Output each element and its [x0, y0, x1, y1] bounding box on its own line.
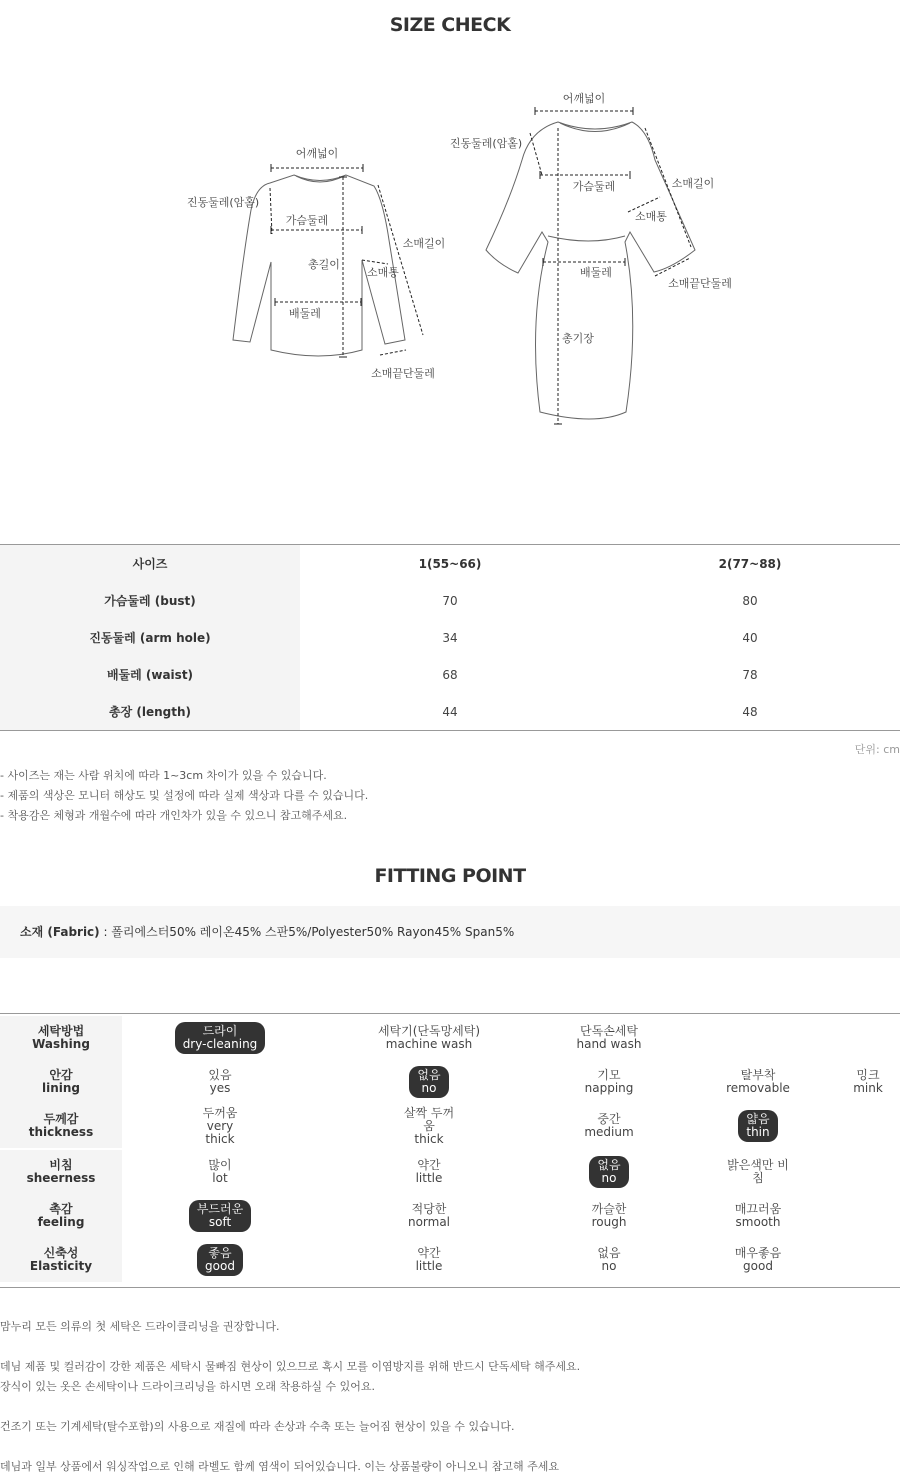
- fitting-row: [0, 1060, 900, 1104]
- option-line: medium: [584, 1125, 634, 1139]
- fitting-option: [549, 1194, 669, 1238]
- option-line: 살짝 두꺼: [403, 1105, 455, 1120]
- row-value: 40: [742, 630, 758, 645]
- option-line: 세탁기(단독망세탁): [377, 1024, 481, 1038]
- fitting-label-ko: 촉감: [49, 1202, 73, 1216]
- fitting-option-selected: [698, 1104, 818, 1148]
- option-text: [203, 1107, 238, 1146]
- fitting-point-title: FITTING POINT: [374, 865, 526, 887]
- row-label: 가슴둘레 (bust): [0, 582, 300, 619]
- size-diagram: [0, 80, 900, 440]
- fitting-row: [0, 1150, 900, 1194]
- dress-armhole-label: 진동둘레(암홀): [449, 137, 523, 150]
- option-line: 약간: [417, 1246, 441, 1260]
- fitting-option: [369, 1016, 489, 1060]
- row-label: 진동둘레 (arm hole): [0, 619, 300, 656]
- fitting-label-en: feeling: [37, 1215, 85, 1229]
- row-value: 48: [742, 704, 758, 719]
- care-note: 맘누리 모든 의류의 첫 세탁은 드라이클리닝을 권장합니다.: [0, 1320, 280, 1333]
- fitting-option: [549, 1238, 669, 1282]
- fitting-label-en: lining: [41, 1081, 80, 1095]
- dress-bust-label: 가슴둘레: [572, 180, 616, 193]
- fitting-row-label: [0, 1194, 122, 1238]
- care-note: 건조기 또는 기계세탁(탈수포함)의 사용으로 재질에 따라 손상과 수축 또는 늘어짐 현상이 있을 수 있습니다.: [0, 1420, 515, 1433]
- option-text: [416, 1159, 443, 1185]
- fitting-option: [808, 1060, 900, 1104]
- dress-sleeve-length-label: 소매길이: [671, 177, 715, 190]
- size-header-1: 1(55~66): [418, 556, 482, 571]
- fitting-option-selected: [160, 1016, 280, 1060]
- option-text: [576, 1025, 641, 1051]
- selected-pill: [589, 1156, 628, 1188]
- option-line: 중간: [597, 1112, 621, 1126]
- size-notes: [0, 766, 368, 826]
- note-line: - 제품의 색상은 모니터 해상도 및 설정에 따라 실제 색상과 다를 수 있습니다.: [0, 789, 369, 802]
- fitting-option: [698, 1238, 818, 1282]
- size-header-label: 사이즈: [0, 545, 300, 583]
- option-text: [853, 1069, 883, 1095]
- dress-total-label: 총기장: [562, 332, 594, 345]
- top-shoulder-label: 어깨넓이: [295, 147, 339, 160]
- fitting-option-selected: [369, 1060, 489, 1104]
- dress-cuff-label: 소매끝단둘레: [668, 277, 732, 290]
- option-line: no: [601, 1171, 617, 1185]
- option-line: rough: [591, 1215, 627, 1229]
- unit-note: 단위: cm: [854, 743, 900, 756]
- top-waist-label: 배둘레: [289, 307, 321, 320]
- dress-sleeve-width-label: 소매통: [635, 210, 667, 223]
- option-line: smooth: [735, 1215, 781, 1229]
- option-line: 있음: [208, 1068, 232, 1082]
- fitting-option: [698, 1194, 818, 1238]
- option-line: thick: [414, 1131, 444, 1146]
- fitting-label-ko: 세탁방법: [37, 1024, 85, 1038]
- option-line: napping: [584, 1081, 634, 1095]
- fitting-option: [369, 1194, 489, 1238]
- fitting-label-en: Elasticity: [29, 1259, 93, 1273]
- table-row: [0, 656, 900, 693]
- option-line: 움: [423, 1118, 435, 1133]
- option-line: 탈부착: [740, 1068, 776, 1082]
- fitting-option: [160, 1104, 280, 1148]
- size-header-2: 2(77~88): [718, 556, 782, 571]
- option-line: mink: [853, 1081, 883, 1095]
- option-text: [584, 1113, 633, 1139]
- top-sleeve-length-label: 소매길이: [402, 237, 446, 250]
- option-line: 두꺼움: [202, 1105, 238, 1120]
- fabric-value: : 폴리에스터50% 레이온45% 스판5%/Polyester50% Rayon45% Span5%: [99, 925, 515, 939]
- row-value: 78: [742, 667, 758, 682]
- fitting-option: [369, 1150, 489, 1194]
- option-text: [597, 1247, 620, 1273]
- selected-pill: [738, 1110, 777, 1142]
- option-line: 없음: [597, 1246, 621, 1260]
- option-text: [735, 1203, 781, 1229]
- option-text: [416, 1247, 443, 1273]
- row-value: 80: [742, 593, 758, 608]
- top-armhole-label: 진동둘레(암홀): [186, 196, 260, 209]
- top-sleeve-width-label: 소매통: [367, 266, 399, 279]
- row-value: 44: [442, 704, 458, 719]
- option-line: little: [415, 1259, 443, 1273]
- option-line: normal: [407, 1215, 451, 1229]
- option-line: no: [421, 1081, 437, 1095]
- fitting-row: [0, 1238, 900, 1282]
- option-line: soft: [208, 1215, 232, 1229]
- fitting-row-label: [0, 1060, 122, 1104]
- fitting-row-label: [0, 1238, 122, 1282]
- fitting-table: [0, 1013, 900, 1288]
- row-value: 68: [442, 667, 458, 682]
- dress-shoulder-label: 어깨넓이: [562, 92, 606, 105]
- care-note: 데님과 일부 상품에서 워싱작업으로 인해 라벨도 함께 염색이 되어있습니다. 이는 상품불량이 아니오니 참고해 주세요: [0, 1460, 559, 1473]
- selected-pill: [197, 1244, 243, 1276]
- option-line: thin: [746, 1125, 770, 1139]
- fitting-option: [369, 1104, 489, 1148]
- dress-waist-label: 배둘레: [580, 266, 612, 279]
- option-line: 좋음: [208, 1246, 232, 1260]
- option-line: 드라이: [202, 1024, 238, 1038]
- fabric-label: 소재 (Fabric): [20, 925, 100, 939]
- fitting-option-selected: [549, 1150, 669, 1194]
- option-line: 매끄러움: [734, 1202, 782, 1216]
- fitting-row: [0, 1194, 900, 1238]
- option-line: 단독손세탁: [580, 1024, 638, 1038]
- selected-pill: [189, 1200, 251, 1232]
- option-line: 많이: [208, 1158, 232, 1172]
- fitting-option: [698, 1060, 818, 1104]
- option-text: [404, 1107, 454, 1146]
- option-line: very: [206, 1118, 234, 1133]
- fitting-label-en: Washing: [32, 1037, 90, 1051]
- fitting-row: [0, 1016, 900, 1060]
- option-text: [208, 1159, 231, 1185]
- size-check-title: SIZE CHECK: [389, 14, 511, 36]
- option-line: 없음: [417, 1068, 441, 1082]
- fitting-option-selected: [160, 1194, 280, 1238]
- option-line: hand wash: [576, 1037, 642, 1051]
- table-row: [0, 582, 900, 619]
- fitting-label-ko: 신축성: [43, 1246, 79, 1260]
- option-line: little: [415, 1171, 443, 1185]
- fitting-label-ko: 두께감: [43, 1112, 79, 1126]
- fitting-label-ko: 안감: [49, 1068, 73, 1082]
- care-note: 데님 제품 및 컬러감이 강한 제품은 세탁시 물빠짐 현상이 있으므로 혹시 모를 이염방지를 위해 반드시 단독세탁 해주세요.: [0, 1360, 581, 1373]
- option-text: [727, 1159, 789, 1185]
- top-length-label: 총길이: [308, 258, 340, 271]
- option-line: 얇음: [746, 1112, 770, 1126]
- fitting-option: [549, 1060, 669, 1104]
- fitting-row: [0, 1104, 900, 1148]
- care-note: 장식이 있는 옷은 손세탁이나 드라이크리닝을 하시면 오래 착용하실 수 있어요.: [0, 1380, 375, 1393]
- fitting-option: [549, 1104, 669, 1148]
- top-cuff-label: 소매끝단둘레: [371, 367, 435, 380]
- selected-pill: [175, 1022, 266, 1054]
- option-line: 없음: [597, 1158, 621, 1172]
- option-text: [726, 1069, 790, 1095]
- fabric-bar: [0, 906, 900, 958]
- option-line: 밝은색만 비: [727, 1158, 789, 1172]
- fitting-option: [160, 1060, 280, 1104]
- row-value: 70: [442, 593, 458, 608]
- option-line: 약간: [417, 1158, 441, 1172]
- fitting-option: [369, 1238, 489, 1282]
- option-line: 기모: [597, 1068, 621, 1082]
- note-line: - 사이즈는 재는 사람 위치에 따라 1~3cm 차이가 있을 수 있습니다.: [0, 769, 327, 782]
- option-line: 매우좋음: [734, 1246, 782, 1260]
- option-line: 부드러운: [196, 1202, 244, 1216]
- option-text: [378, 1025, 480, 1051]
- option-text: [208, 1069, 231, 1095]
- option-line: 침: [752, 1171, 764, 1185]
- option-text: [735, 1247, 781, 1273]
- size-table-header: [0, 545, 900, 583]
- fitting-label-en: thickness: [28, 1125, 94, 1139]
- option-line: 까슬한: [591, 1202, 627, 1216]
- option-line: removable: [726, 1081, 790, 1095]
- option-line: thick: [205, 1131, 235, 1146]
- option-text: [592, 1203, 627, 1229]
- size-table: [0, 544, 900, 731]
- fitting-row-label: [0, 1150, 122, 1194]
- row-value: 34: [442, 630, 458, 645]
- option-line: good: [205, 1259, 235, 1273]
- table-row: [0, 693, 900, 731]
- fitting-label-ko: 비침: [49, 1158, 73, 1172]
- option-line: no: [601, 1259, 617, 1273]
- fitting-option: [549, 1016, 669, 1060]
- option-line: 밍크: [856, 1068, 880, 1082]
- row-label: 배둘레 (waist): [0, 656, 300, 693]
- fitting-option: [160, 1150, 280, 1194]
- table-row: [0, 619, 900, 656]
- selected-pill: [409, 1066, 448, 1098]
- fitting-option: [698, 1150, 818, 1194]
- option-line: lot: [212, 1171, 228, 1185]
- option-line: machine wash: [385, 1037, 473, 1051]
- option-line: dry-cleaning: [182, 1037, 258, 1051]
- fitting-row-label: [0, 1104, 122, 1148]
- option-text: [585, 1069, 634, 1095]
- row-label: 총장 (length): [0, 693, 300, 731]
- option-text: [408, 1203, 450, 1229]
- option-line: good: [743, 1259, 773, 1273]
- fitting-row-label: [0, 1016, 122, 1060]
- option-line: 적당한: [411, 1202, 447, 1216]
- fitting-label-en: sheerness: [26, 1171, 96, 1185]
- fitting-option-selected: [160, 1238, 280, 1282]
- top-bust-label: 가슴둘레: [285, 214, 329, 227]
- option-line: yes: [209, 1081, 231, 1095]
- note-line: - 착용감은 체형과 개월수에 따라 개인차가 있을 수 있으니 참고해주세요.: [0, 809, 348, 822]
